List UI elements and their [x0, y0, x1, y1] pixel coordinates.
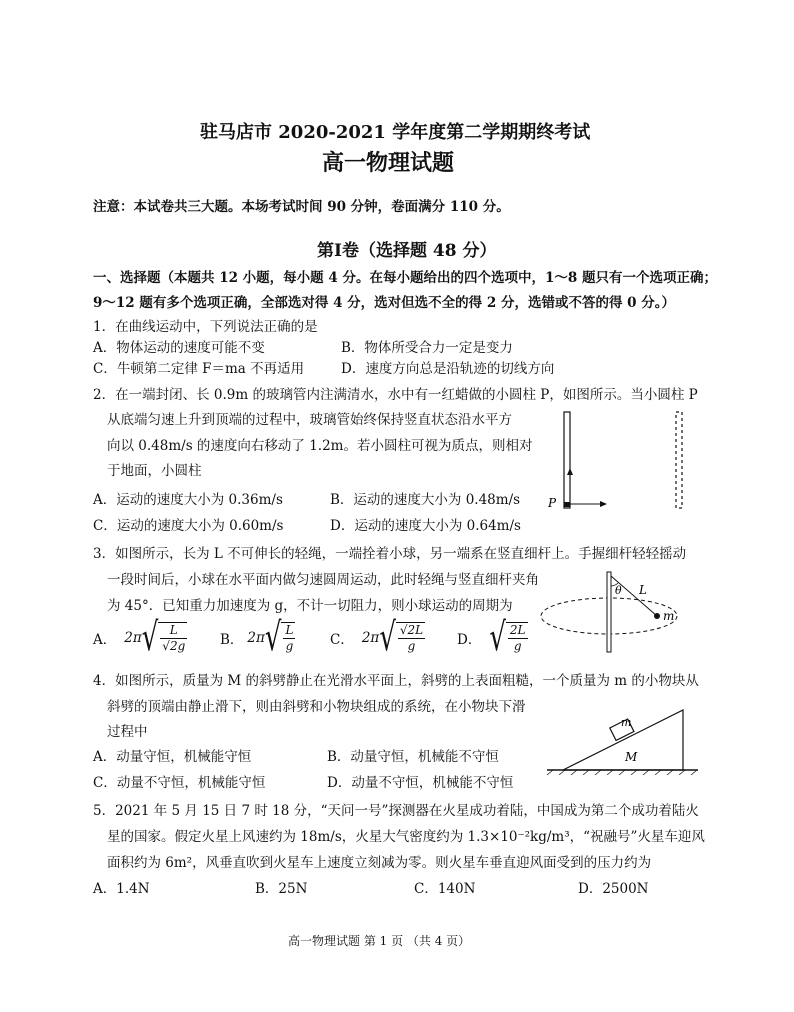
q4-option-b: B．动量守恒，机械能不守恒	[327, 749, 499, 765]
q3-option-a-coef: 2π	[124, 630, 142, 646]
q3-option-c-num: √2L	[399, 623, 424, 637]
q3-option-d	[457, 617, 528, 659]
radical-icon: √	[264, 615, 282, 661]
q4-option-a: A．动量守恒，机械能守恒	[93, 749, 252, 765]
ball	[654, 613, 660, 619]
q5-stem-line2: 星的国家。假定火星上风速约为 18m/s，火星大气密度约为 1.3×10⁻²kg/m³，“祝融号”火星车迎风	[107, 829, 705, 845]
q4-option-d: D．动量不守恒，机械能不守恒	[327, 775, 514, 791]
q5-option-a: A．1.4N	[93, 881, 150, 897]
q2-stem-line1: 2．在一端封闭、长 0.9m 的玻璃管内注满清水，水中有一红蜡做的小圆柱 P，如图所示。当小圆柱 P	[93, 387, 698, 403]
label-m: m	[663, 609, 675, 623]
q1-option-c: C．牛顿第二定律 F＝ma 不再适用	[93, 361, 305, 377]
q4-stem-line3: 过程中	[107, 724, 148, 740]
q4-wedge-figure	[545, 700, 700, 775]
q5-option-d: D．2500N	[578, 881, 649, 897]
q1-option-b: B．物体所受合力一定是变力	[341, 340, 513, 356]
exam-title: 驻马店市 2020-2021 学年度第二学期期终考试	[200, 122, 591, 143]
q4-option-c: C．动量不守恒，机械能守恒	[93, 775, 266, 791]
q2-option-c: C．运动的速度大小为 0.60m/s	[93, 518, 284, 534]
radical-icon: √	[141, 615, 159, 661]
q3-option-a-label: A．	[93, 632, 117, 648]
q1-option-a: A．物体运动的速度可能不变	[93, 340, 265, 356]
section-instruction-line2: 9～12 题有多个选项正确，全部选对得 4 分，选对但选不全的得 2 分，选错或不答的得 0 分。）	[93, 295, 676, 311]
ground-hatch	[547, 770, 697, 775]
right-arrow-head	[600, 501, 607, 507]
up-arrow-head	[567, 468, 573, 475]
q3-option-d-num: 2L	[509, 623, 526, 637]
q5-stem-line1: 5．2021 年 5 月 15 日 7 时 18 分，“天问一号”探测器在火星成功着陆，中国成为第二个成功着陆火	[93, 803, 699, 819]
section-title: 第Ⅰ卷（选择题 48 分）	[317, 241, 497, 261]
label-big-m: M	[625, 750, 638, 764]
q3-option-b-num: L	[285, 623, 294, 637]
q3-option-b	[220, 617, 295, 659]
q2-option-b: B．运动的速度大小为 0.48m/s	[330, 492, 521, 508]
section-instruction-line1: 一、选择题（本题共 12 小题，每小题 4 分。在每小题给出的四个选项中，1～8 题只有一个选项正确；	[93, 270, 717, 286]
q3-option-d-label: D．	[457, 632, 482, 648]
moved-glass-tube	[676, 412, 682, 508]
q2-stem-line3: 向以 0.48m/s 的速度向右移动了 1.2m。若小圆柱可视为质点，则相对	[107, 438, 533, 454]
page-footer: 高一物理试题 第 1 页 （共 4 页）	[288, 934, 471, 948]
q2-option-a: A．运动的速度大小为 0.36m/s	[93, 492, 283, 508]
q5-option-c: C．140N	[414, 881, 476, 897]
radical-icon: √	[489, 615, 506, 661]
vertical-rod	[607, 572, 611, 652]
q4-stem-line1: 4．如图所示，质量为 M 的斜劈静止在光滑水平面上，斜劈的上表面粗糙，一个质量为 m 的小物块从	[93, 673, 699, 689]
q3-option-b-den: g	[285, 639, 294, 653]
q2-stem-line2: 从底端匀速上升到顶端的过程中，玻璃管始终保持竖直状态沿水平方	[107, 412, 512, 428]
q2-option-d: D．运动的速度大小为 0.64m/s	[330, 518, 521, 534]
q3-stem-line1: 3．如图所示，长为 L 不可伸长的轻绳，一端拴着小球，另一端系在竖直细杆上。手握细杆轻轻摇动	[93, 546, 687, 562]
q3-option-a-num: L	[160, 623, 187, 639]
q3-option-d-den: g	[513, 639, 522, 653]
subject-title: 高一物理试题	[322, 150, 455, 176]
q2-stem-line4: 于地面，小圆柱	[107, 463, 202, 479]
q5-stem-line3: 面积约为 6m²，风垂直吹到火星车上速度立刻减为零。则火星车垂直迎风面受到的压力约为	[107, 855, 652, 871]
label-l: L	[639, 583, 647, 597]
radical-icon: √	[379, 615, 396, 661]
label-small-m: m	[621, 716, 632, 729]
q3-option-a	[93, 617, 187, 659]
q3-option-b-label: B．	[220, 632, 244, 648]
q1-stem: 1．在曲线运动中，下列说法正确的是	[93, 319, 318, 335]
q4-stem-line2: 斜劈的顶端由静止滑下，则由斜劈和小物块组成的系统，在小物块下滑	[107, 699, 526, 715]
q3-option-c-label: C．	[330, 632, 354, 648]
q3-option-c-coef: 2π	[361, 630, 380, 646]
q3-option-c-den: g	[407, 639, 416, 653]
q5-option-b: B．25N	[255, 881, 308, 897]
q3-stem-line3: 为 45°．已知重力加速度为 g，不计一切阻力，则小球运动的周期为	[107, 598, 513, 614]
q1-option-d: D．速度方向总是沿轨迹的切线方向	[341, 361, 555, 377]
glass-tube	[564, 412, 570, 508]
q3-conical-pendulum-figure	[535, 568, 685, 653]
q3-option-a-den: √2g	[162, 639, 186, 653]
exam-note: 注意：本试卷共三大题。本场考试时间 90 分钟，卷面满分 110 分。	[93, 199, 510, 215]
label-theta: θ	[615, 584, 622, 597]
q2-glass-tube-figure	[540, 410, 700, 515]
q3-stem-line2: 一段时间后，小球在水平面内做匀速圆周运动，此时轻绳与竖直细杆夹角	[107, 572, 539, 588]
label-p: P	[548, 496, 557, 510]
q3-option-b-coef: 2π	[247, 630, 265, 646]
q3-option-c	[330, 617, 425, 659]
candle-p	[564, 502, 570, 507]
